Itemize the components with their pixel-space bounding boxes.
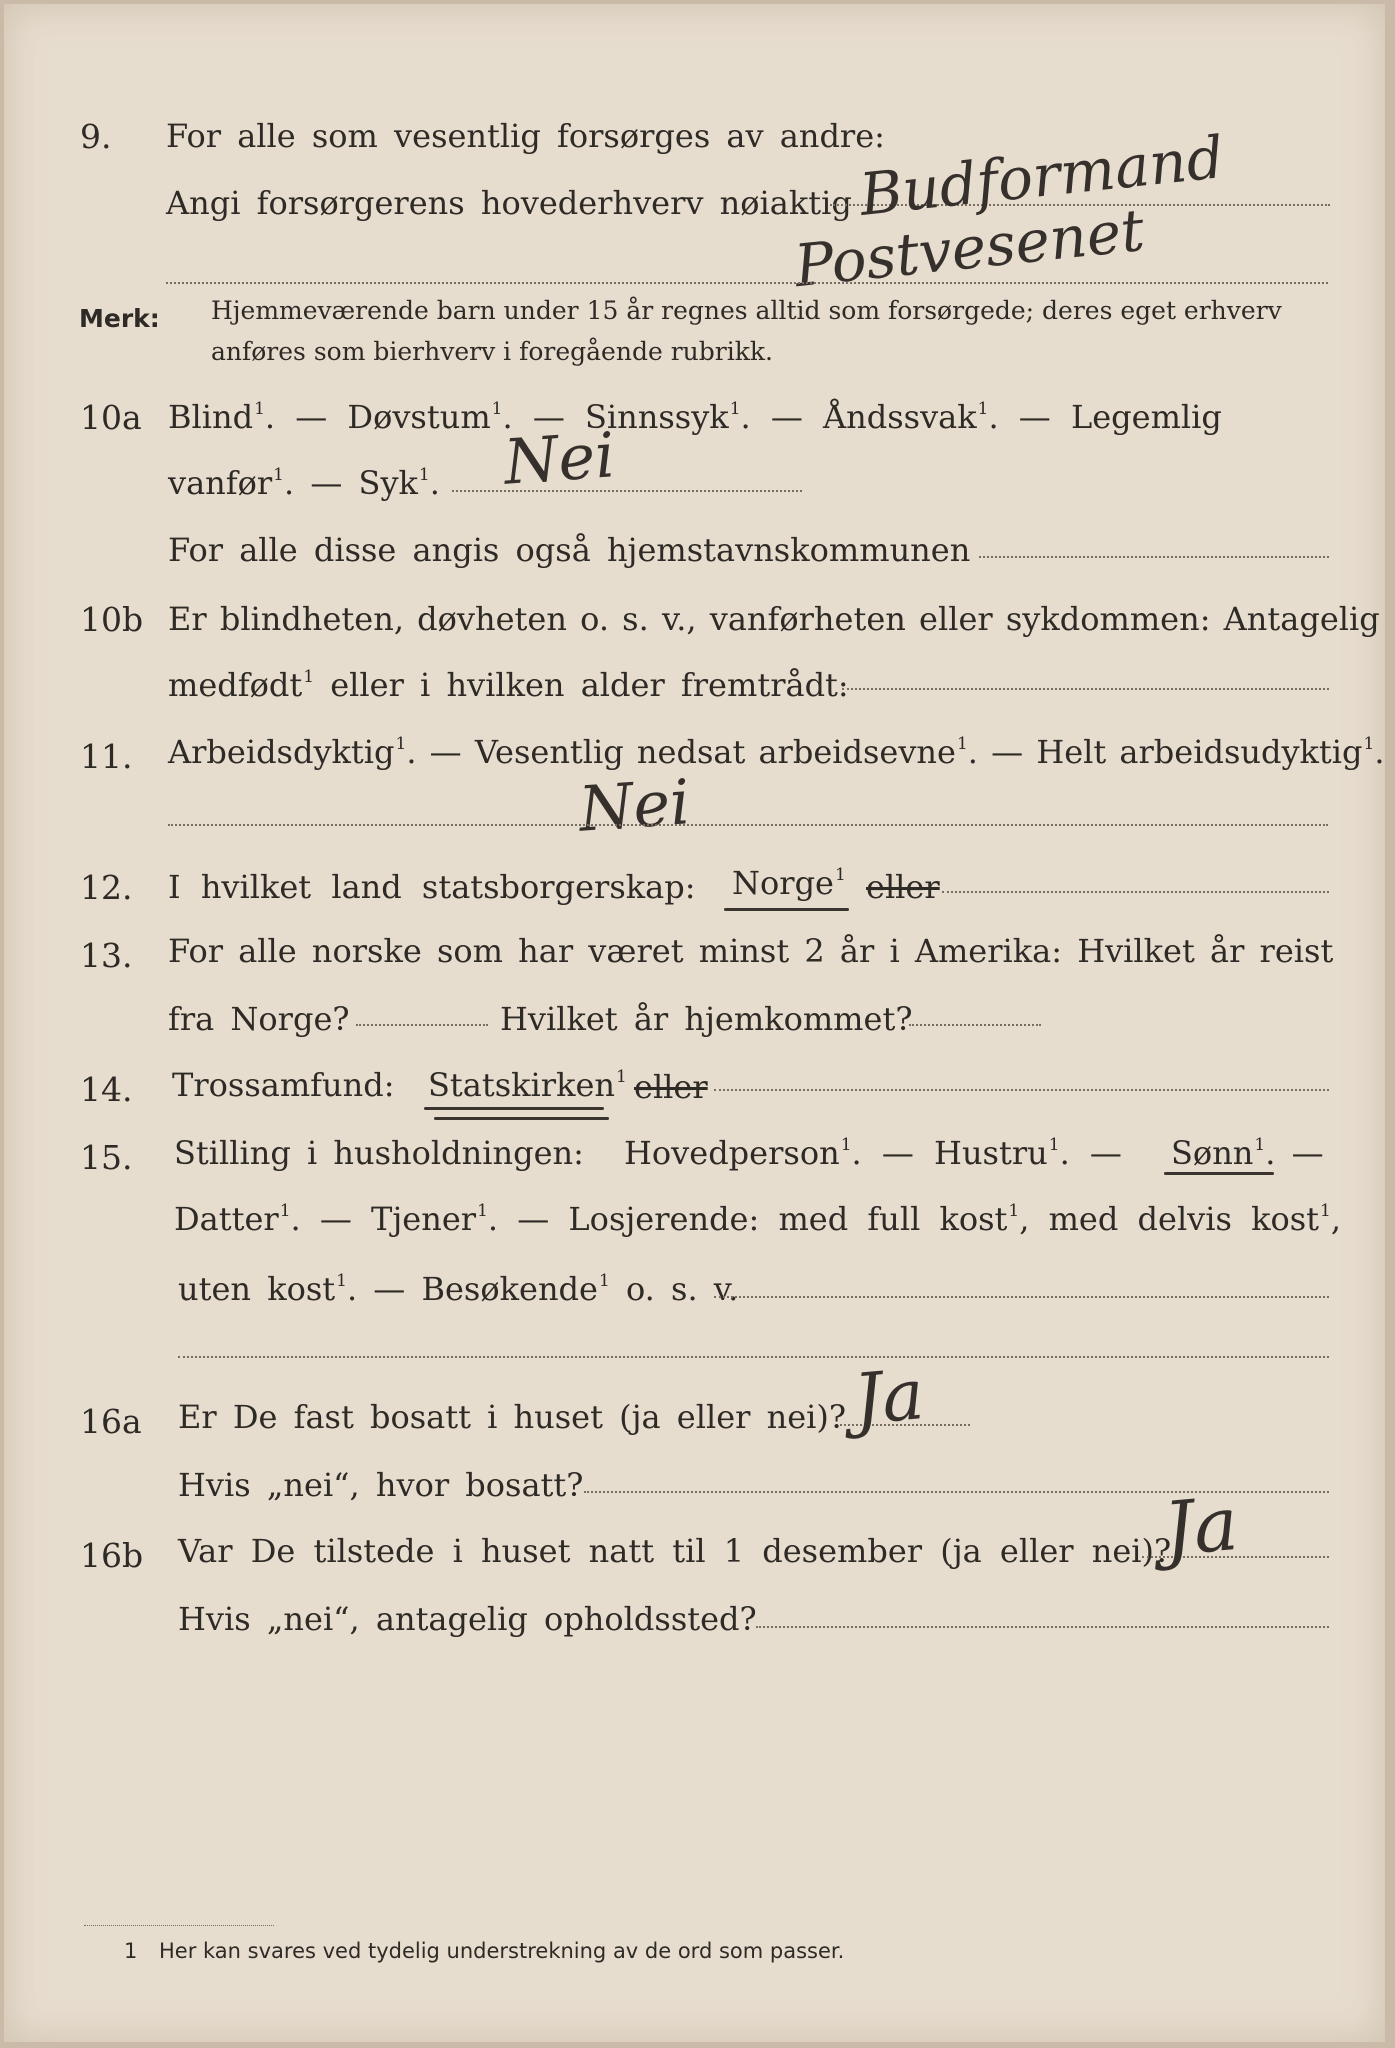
question-10a-answer-line xyxy=(452,490,802,492)
option-andssvak: . — Åndssvak xyxy=(740,398,977,436)
footnote-divider xyxy=(84,1925,274,1926)
question-15-line1-options: Hovedperson$^1$. — Hustru$^1$. — xyxy=(624,1134,1122,1172)
question-16a-line2: Hvis „nei“, hvor bosatt? xyxy=(178,1466,584,1504)
question-13-line2b: Hvilket år hjemkommet? xyxy=(500,1000,913,1038)
question-9-number: 9. xyxy=(80,117,112,156)
question-15-line2: Datter$^1$. — Tjener$^1$. — Losjerende: med full kost$^1$, med delvis kost$^1$, xyxy=(174,1200,1342,1238)
statskirken-underline-1 xyxy=(424,1107,604,1110)
option-dovstum: . — Døvstum xyxy=(264,398,491,436)
footnote-mark: 1 xyxy=(124,1939,138,1963)
question-12-text: I hvilket land statsborgerskap: xyxy=(168,868,696,906)
question-16a-number: 16a xyxy=(80,1402,142,1441)
question-11-handwritten-answer: Nei xyxy=(576,765,693,846)
option-statskirken: Statskirken$^1$ xyxy=(428,1066,627,1104)
question-14-answer-line xyxy=(714,1089,1329,1091)
question-12-struck-eller: eller xyxy=(866,868,940,906)
question-15-answer-line xyxy=(714,1296,1329,1298)
question-9-handwritten-answer2: Postvesenet xyxy=(791,195,1148,301)
question-10a-hjemstavn-line xyxy=(979,556,1329,558)
merk-line1: Hjemmeværende barn under 15 år regnes alltid som forsørgede; deres eget erhverv xyxy=(211,296,1282,325)
question-10b-number: 10b xyxy=(80,600,144,639)
question-9-line1: For alle som vesentlig forsørges av andre: xyxy=(166,117,885,155)
question-13-reist-line xyxy=(356,1024,488,1026)
question-13-line1: For alle norske som har været minst 2 år i Amerika: Hvilket år reist xyxy=(168,932,1334,970)
sonn-underline xyxy=(1164,1172,1274,1175)
option-sonn: Sønn$^1$. — xyxy=(1171,1134,1324,1172)
merk-label: Merk: xyxy=(79,304,160,333)
question-13-number: 13. xyxy=(80,936,133,975)
question-11-number: 11. xyxy=(80,737,133,776)
question-16b-line2: Hvis „nei“, antagelig opholdssted? xyxy=(178,1600,757,1638)
question-15-line1: Stilling i husholdningen: xyxy=(174,1134,584,1172)
question-14-struck-eller: eller xyxy=(634,1068,708,1106)
question-12-answer-line xyxy=(942,891,1329,893)
question-11-answer-line xyxy=(168,824,1328,826)
census-form-page xyxy=(4,4,1385,2042)
norge-underline xyxy=(724,908,849,911)
question-13-hjemkommet-line xyxy=(909,1024,1041,1026)
statskirken-underline-2 xyxy=(434,1117,609,1120)
question-15-number: 15. xyxy=(80,1138,133,1177)
question-15-second-line xyxy=(178,1356,1329,1358)
question-16a-line1: Er De fast bosatt i huset (ja eller nei)? xyxy=(178,1398,847,1436)
question-9-second-line xyxy=(166,282,1328,284)
question-14-number: 14. xyxy=(80,1070,133,1109)
question-10b-line2: medfødt$^1$ eller i hvilken alder fremtrådt: xyxy=(168,666,849,704)
question-10a-line1: Blind$^1$. — Døvstum$^1$. — Sinnssyk$^1$. — Åndssvak$^1$. — Legemlig xyxy=(168,398,1222,436)
question-13-line2a: fra Norge? xyxy=(168,1000,350,1038)
question-11-line1: Arbeidsdyktig$^1$. — Vesentlig nedsat arbeidsevne$^1$. — Helt arbeidsudyktig$^1$. xyxy=(168,733,1385,771)
question-15-line3: uten kost$^1$. — Besøkende$^1$ o. s. v. xyxy=(178,1270,739,1308)
merk-line2: anføres som bierhverv i foregående rubrikk. xyxy=(211,337,773,366)
option-norge: Norge$^1$ xyxy=(732,864,846,902)
question-16b-opholdssted-line xyxy=(756,1626,1329,1628)
question-9-line2: Angi forsørgerens hovederhverv nøiaktig xyxy=(166,184,852,222)
question-16a-handwritten-answer: Ja xyxy=(850,1353,928,1441)
option-sinnssyk: . — Sinnssyk xyxy=(502,398,729,436)
option-legemlig: . — Legemlig xyxy=(988,398,1222,436)
question-10a-line3: For alle disse angis også hjemstavnskommunen xyxy=(168,531,971,569)
question-10b-answer-line xyxy=(842,688,1329,690)
question-16b-line1: Var De tilstede i huset natt til 1 desember (ja eller nei)? xyxy=(178,1532,1172,1570)
question-10a-line2: vanfør$^1$. — Syk$^1$. xyxy=(168,464,440,502)
footnote-text: Her kan svares ved tydelig understrekning av de ord som passer. xyxy=(159,1939,845,1963)
question-16b-number: 16b xyxy=(80,1536,144,1575)
question-9-handwritten-answer1: Budformand xyxy=(856,123,1227,229)
question-10a-number: 10a xyxy=(80,398,142,437)
question-10a-handwritten-answer: Nei xyxy=(501,418,618,499)
question-12-number: 12. xyxy=(80,868,133,907)
question-16b-handwritten-answer: Ja xyxy=(1160,1480,1242,1574)
option-blind: Blind xyxy=(168,398,254,436)
question-10b-line1: Er blindheten, døvheten o. s. v., vanførheten eller sykdommen: Antagelig xyxy=(168,600,1380,638)
question-14-text: Trossamfund: xyxy=(172,1066,395,1104)
